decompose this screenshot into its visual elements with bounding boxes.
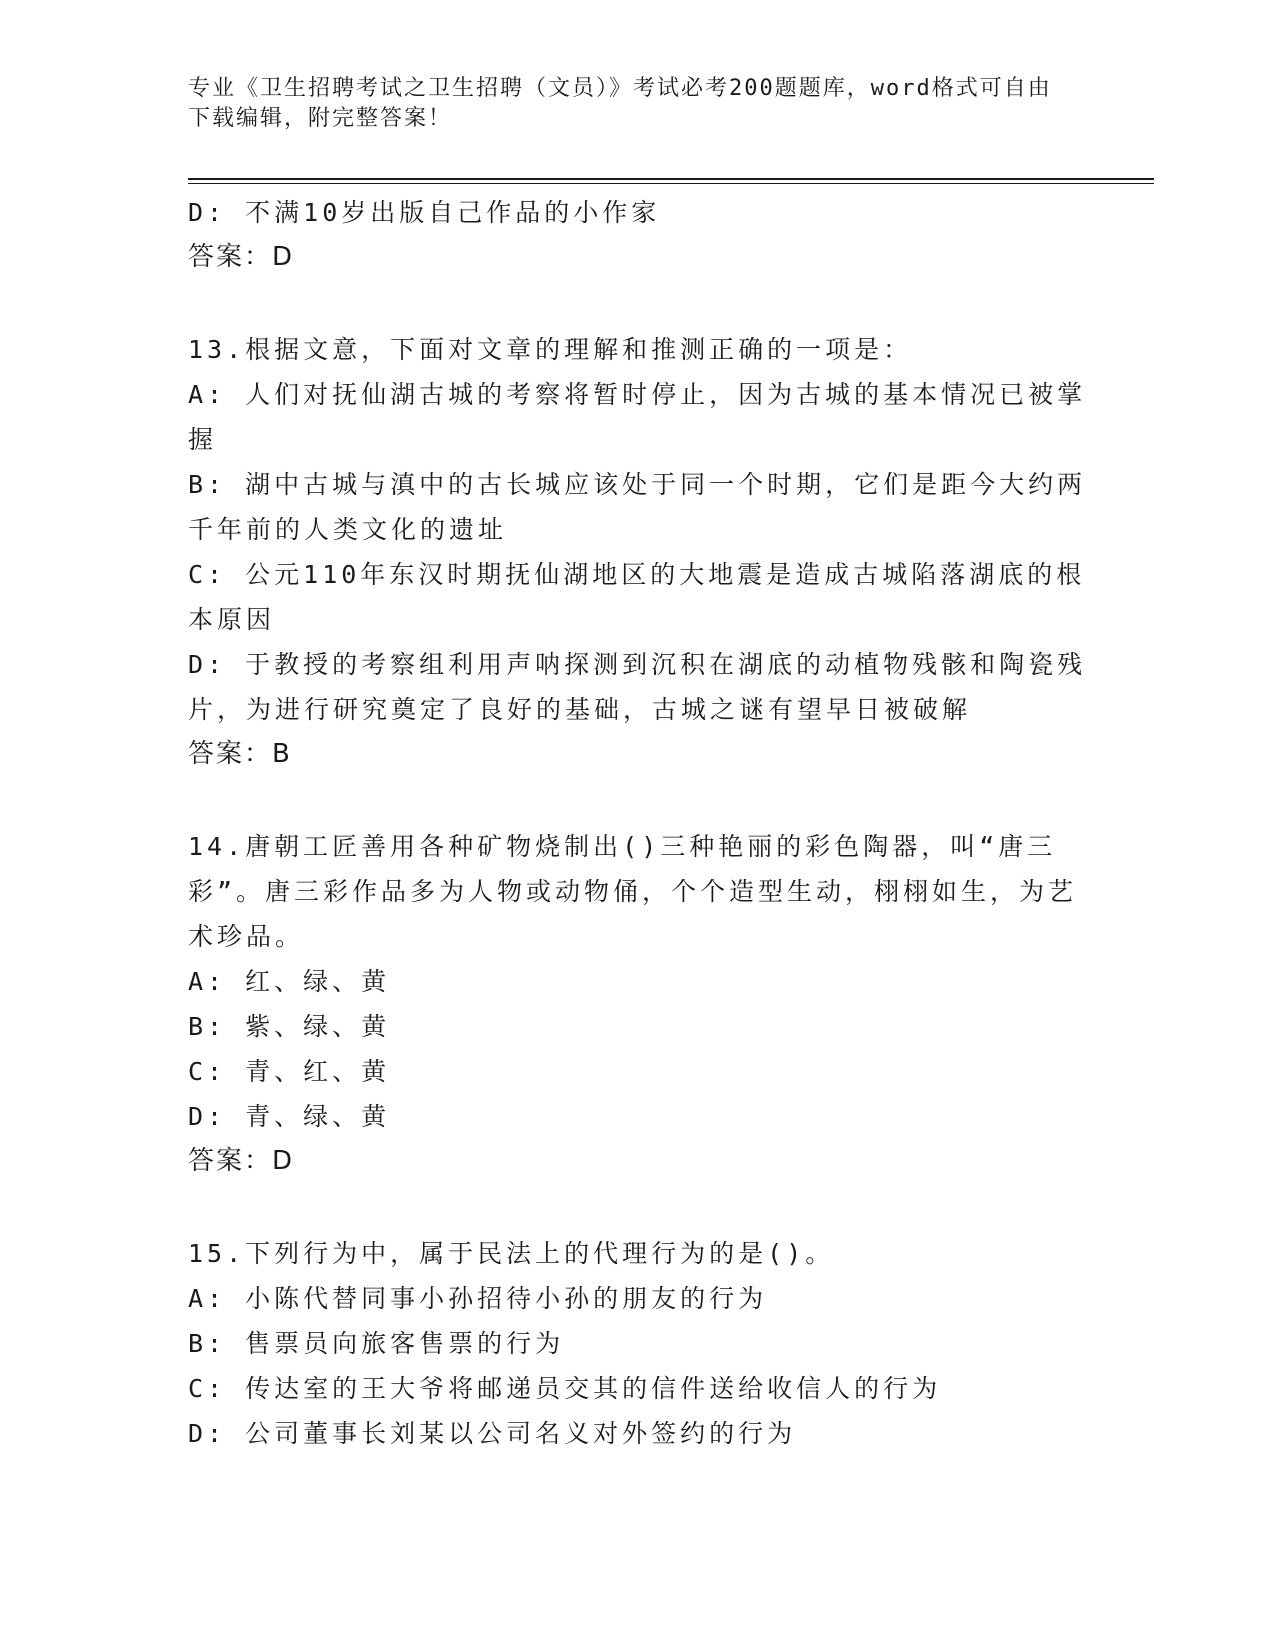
q13-option-c: C: 公元110年东汉时期抚仙湖地区的大地震是造成古城陷落湖底的根本原因	[188, 560, 1086, 634]
q13-stem: 13.根据文意，下面对文章的理解和推测正确的一项是：	[188, 335, 913, 364]
document-header: 专业《卫生招聘考试之卫生招聘（文员）》考试必考200题题库，word格式可自由下载编辑，附完整答案！	[188, 76, 1052, 131]
q15-option-d: D: 公司董事长刘某以公司名义对外签约的行为	[188, 1419, 797, 1448]
q14-option-a: A: 红、绿、黄	[188, 967, 391, 996]
q14-stem: 14.唐朝工匠善用各种矿物烧制出()三种艳丽的彩色陶器，叫“唐三彩”。唐三彩作品多为人物或动物俑，个个造型生动，栩栩如生，为艺术珍品。	[188, 832, 1078, 951]
q13-option-a: A: 人们对抚仙湖古城的考察将暂时停止，因为古城的基本情况已被掌握	[188, 380, 1087, 454]
prev-option-d: D: 不满10岁出版自己作品的小作家	[188, 198, 661, 227]
q15-stem: 15.下列行为中，属于民法上的代理行为的是()。	[188, 1239, 835, 1268]
prev-answer: 答案：D	[188, 242, 295, 272]
q13-answer: 答案：B	[188, 739, 292, 769]
q14-option-d: D: 青、绿、黄	[188, 1102, 391, 1131]
q14-option-b: B: 紫、绿、黄	[188, 1012, 391, 1041]
q14-answer: 答案：D	[188, 1146, 295, 1176]
spacer	[188, 280, 1088, 327]
q13-option-d: D: 于教授的考察组利用声呐探测到沉积在湖底的动植物残骸和陶瓷残片，为进行研究奠定了良好的基础，古城之谜有望早日被破解	[188, 650, 1087, 724]
question-content	[188, 190, 1088, 1456]
q13-option-b: B: 湖中古城与滇中的古长城应该处于同一个时期，它们是距今大约两千年前的人类文化的遗址	[188, 470, 1087, 544]
q15-option-a: A: 小陈代替同事小孙招待小孙的朋友的行为	[188, 1284, 768, 1313]
q14-option-c: C: 青、红、黄	[188, 1057, 391, 1086]
header-divider-thick	[188, 178, 1154, 180]
spacer	[188, 777, 1088, 824]
q15-option-b: B: 售票员向旅客售票的行为	[188, 1329, 565, 1358]
header-divider-thin	[188, 183, 1154, 184]
q15-option-c: C: 传达室的王大爷将邮递员交其的信件送给收信人的行为	[188, 1374, 942, 1403]
spacer	[188, 1184, 1088, 1231]
